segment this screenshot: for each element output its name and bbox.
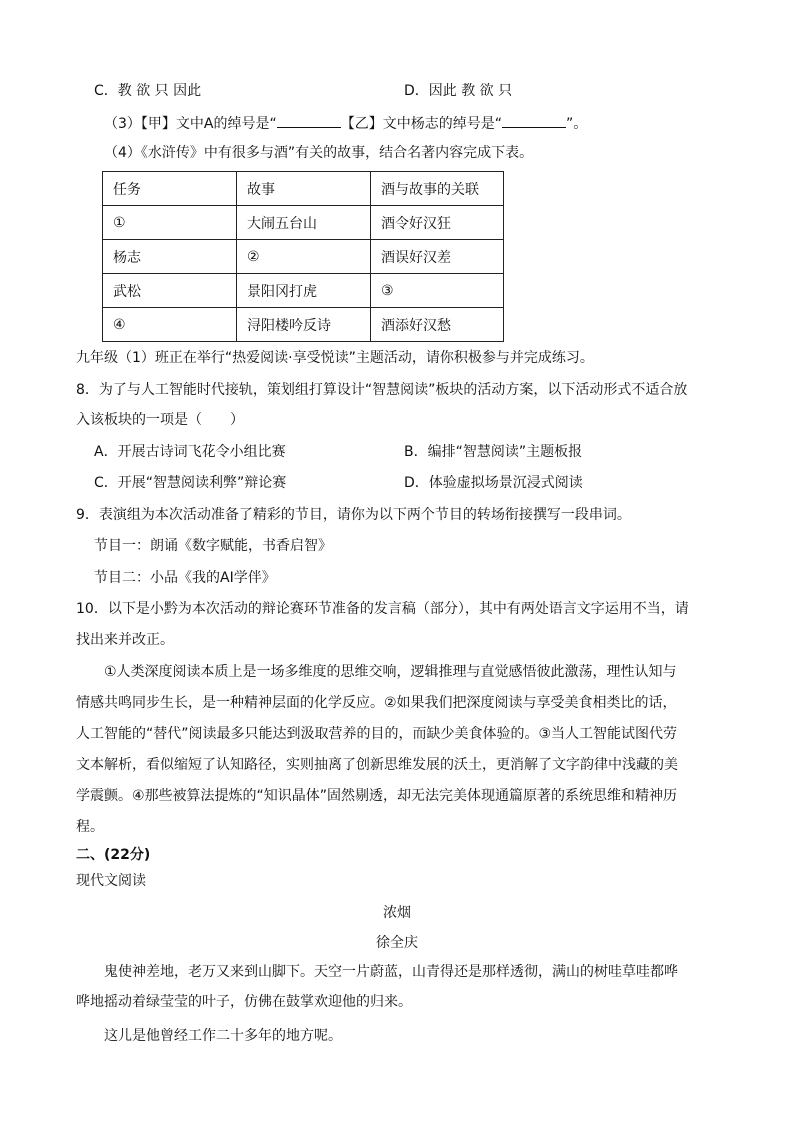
article-line: 鬼使神差地，老万又来到山脚下。天空一片蔚蓝，山青得还是那样透彻，满山的树哇草哇都哗 (104, 964, 678, 980)
activity-intro: 九年级（1）班正在举行“热爱阅读·享受悦读”主题活动，请你积极参与并完成练习。 (76, 350, 594, 366)
table-cell: ① (103, 206, 237, 240)
table-header-row (103, 172, 504, 206)
table-cell: 杨志 (103, 240, 237, 274)
table-cell: 景阳冈打虎 (237, 274, 371, 308)
question-8-line-2: 入该板块的一项是（ ） (76, 412, 244, 428)
article-title: 浓烟 (383, 905, 411, 921)
option-c: C．教 欲 只 因此 (94, 83, 202, 99)
table-row (103, 274, 504, 308)
speech-line: 情感共鸣同步生长，是一种精神层面的化学反应。②如果我们把深度阅读与享受美食相类比的话， (76, 695, 677, 711)
table-header: 酒与故事的关联 (371, 172, 504, 206)
table-cell: 武松 (103, 274, 237, 308)
section-2-heading: 二、(22分) (76, 847, 151, 863)
speech-line: 文本解析，看似缩短了认知路径，实则抽离了创新思维发展的沃土，更消解了文字韵律中浅藏的美 (76, 757, 678, 773)
table-row (103, 240, 504, 274)
table-row (103, 308, 504, 342)
article-line: 这儿是他曾经工作二十多年的地方呢。 (104, 1028, 342, 1044)
question-4: （4）《水浒传》中有很多与酒”有关的故事，结合名著内容完成下表。 (104, 145, 534, 161)
table-cell: 酒误好汉差 (371, 240, 504, 274)
q3-part3: ”。 (566, 116, 588, 132)
program-1: 节目一：朗诵《数字赋能，书香启智》 (94, 538, 332, 554)
table-cell: 大闹五台山 (237, 206, 371, 240)
option-d: D．因此 教 欲 只 (404, 83, 513, 99)
question-10-line-1: 10．以下是小黔为本次活动的辩论赛环节准备的发言稿（部分），其中有两处语言文字运用不当，请 (76, 601, 689, 617)
question-3 (104, 113, 587, 134)
section-2-subheading: 现代文阅读 (76, 873, 146, 889)
q3-part2: 【乙】文中杨志的绰号是“ (340, 116, 503, 132)
q3-blank-2[interactable] (502, 113, 566, 128)
q8-option-a[interactable]: A．开展古诗词飞花令小组比赛 (94, 444, 286, 460)
q8-option-c[interactable]: C．开展“智慧阅读利弊”辩论赛 (94, 475, 287, 491)
speech-line: ①人类深度阅读本质上是一场多维度的思维交响，逻辑推理与直觉感悟彼此激荡，理性认知与 (104, 664, 677, 680)
table-cell: ③ (371, 274, 504, 308)
table-cell: 酒令好汉狂 (371, 206, 504, 240)
table-header: 故事 (237, 172, 371, 206)
table-cell: 酒添好汉愁 (371, 308, 504, 342)
article-line: 哗地摇动着绿莹莹的叶子，仿佛在鼓掌欢迎他的归来。 (76, 994, 412, 1010)
speech-line: 程。 (76, 819, 104, 835)
table-cell: 浔阳楼吟反诗 (237, 308, 371, 342)
q8-option-d[interactable]: D．体验虚拟场景沉浸式阅读 (404, 475, 583, 491)
q3-blank-1[interactable] (277, 113, 341, 128)
q3-part1: （3）【甲】文中A的绰号是“ (104, 116, 277, 132)
article-author: 徐全庆 (376, 935, 418, 951)
question-10-line-2: 找出来并改正。 (76, 632, 174, 648)
table-cell: ② (237, 240, 371, 274)
question-8-line-1: 8．为了与人工智能时代接轨，策划组打算设计“智慧阅读”板块的活动方案，以下活动形式不适合放 (76, 382, 688, 398)
wine-stories-table (102, 171, 504, 342)
speech-line: 学震颤。④那些被算法提炼的“知识晶体”固然剔透，却无法完美体现通篇原著的系统思维和精神历 (76, 788, 678, 804)
table-cell: ④ (103, 308, 237, 342)
table-header: 任务 (103, 172, 237, 206)
speech-line: 人工智能的“替代”阅读最多只能达到汲取营养的目的，而缺少美食体验的。③当人工智能试图代劳 (76, 726, 678, 742)
q8-option-b[interactable]: B．编排“智慧阅读”主题板报 (404, 444, 583, 460)
question-9: 9．表演组为本次活动准备了精彩的节目，请你为以下两个节目的转场衔接撰写一段串词。 (76, 507, 631, 523)
table-row (103, 206, 504, 240)
program-2: 节目二：小品《我的AI学伴》 (94, 570, 276, 586)
